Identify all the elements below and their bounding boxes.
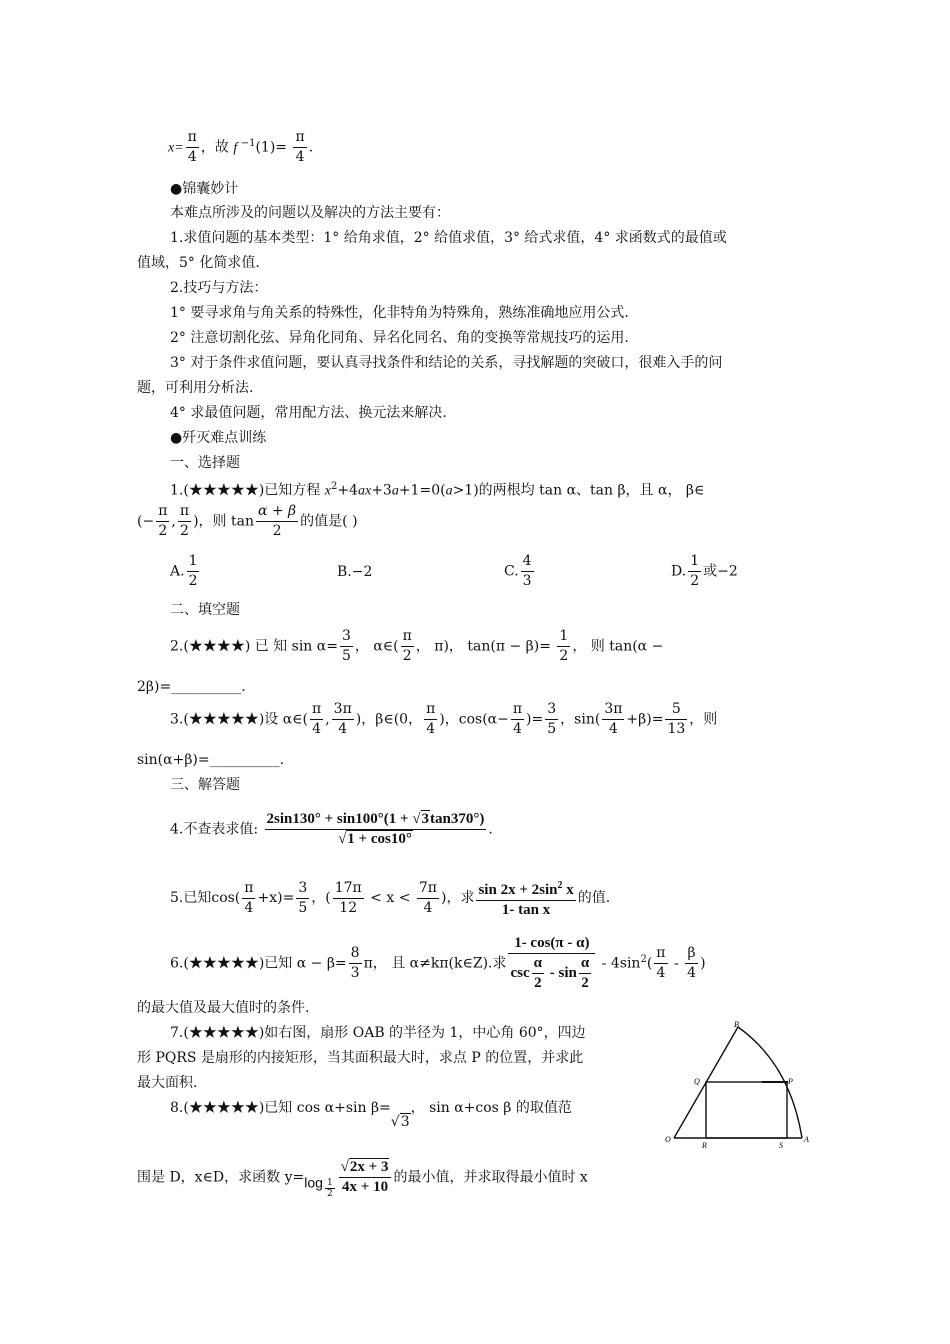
option-d: D. $\frac{1}{2}$ 或−2 (671, 553, 738, 589)
fraction-3pi-4-b: $\frac{3\pi}{4}$ (604, 701, 623, 737)
question-8-line1: 8.(★★★★★)已知 cos α+sin β=√3， sin α+cos β 的取值范 (170, 1100, 572, 1130)
fraction-q8: $\frac{√2x + 3}{4x + 10}$ (339, 1158, 392, 1197)
label-r: R (702, 1141, 707, 1150)
tip1: 1° 要寻求角与角关系的特殊性，化非特角为特殊角，熟练准确地应用公式. (170, 305, 629, 321)
option-a: A. $\frac{1}{2}$ (170, 553, 198, 589)
fraction-q5: $\frac{\sin 2x + 2\sin^2 x}{\text{1- tan x}}$ (476, 876, 575, 920)
question-1-line1: 1.(★★★★★)已知方程 $x^2+4ax+3a+1=0(a>1)$的两根均 tan α、tan β，且 α， β∈ (170, 481, 705, 499)
question-7-line3: 最大面积. (137, 1075, 198, 1091)
label-p: P (788, 1077, 793, 1086)
fraction-pi-4-q3c: $\frac{\pi}{4}$ (512, 701, 523, 737)
fraction-7pi-4: $\frac{7\pi}{4}$ (418, 879, 437, 916)
fraction-1-2-d: $\frac{1}{2}$ (690, 553, 700, 589)
heading-tips: ●锦囊妙计 (170, 181, 239, 197)
tip4: 4° 求最值问题，常用配方法、换元法来解决. (170, 405, 447, 421)
question-6: 6.(★★★★★)已知 α − β= $\frac{8}{3}$ π， 且 α≠kπ(k∈Z).求 1- cos(π - α) csc $\frac{\alpha}{2}$ - sin $\frac{\alpha}{2}$ - $4\sin^2$( $\frac{\pi}{4}$ - $\frac{\beta}{4}$ ) (170, 935, 706, 991)
fraction-1-2: $\frac{1}{2}$ (188, 553, 198, 589)
question-5: 5.已知cos( $\frac{\pi}{4}$ +x)= $\frac{3}{5}$ ，( $\frac{17\pi}{12}$ < x < $\frac{7\pi}{4}$ )，求 $\frac{\sin 2x + 2\sin^2 x}{\text{1- tan x}}$ 的值. (170, 876, 610, 920)
label-a: A (804, 1135, 809, 1144)
fraction-alpha-beta-2: $\frac{\alpha + \beta}{2}$ (257, 503, 297, 539)
tip3-line1: 3° 对于条件求值问题，要认真寻找条件和结论的关系，寻找解题的突破口，很难入手的问 (170, 355, 723, 371)
option-b: B.−2 (337, 564, 373, 580)
fraction-q4: $\frac{2\sin 130^\circ + \sin 100^\circ(1 + √3\tan 370^\circ)}{√1 + \cos 10^\circ}$ (266, 811, 485, 847)
fraction-17pi-12: $\frac{17\pi}{12}$ (334, 879, 362, 916)
point1-line2: 值域，5° 化简求值. (137, 255, 260, 271)
fraction-3pi-4: $\frac{3\pi}{4}$ (333, 701, 352, 737)
question-7-line2: 形 PQRS 是扇形的内接矩形，当其面积最大时，求点 P 的位置，并求此 (137, 1050, 584, 1066)
fraction-q6: 1- cos(π - α) csc $\frac{\alpha}{2}$ - sin $\frac{\alpha}{2}$ (508, 934, 595, 993)
fraction-pi-4-q3: $\frac{\pi}{4}$ (312, 701, 322, 737)
question-4: 4.不查表求值: $\frac{2\sin 130^\circ + \sin 100^\circ(1 + √3\tan 370^\circ)}{√1 + \cos 10^\circ}$ . (170, 811, 493, 847)
fraction-beta-4: $\frac{\beta}{4}$ (687, 945, 697, 981)
text-x: x= (168, 140, 184, 156)
heading-training: ●歼灭难点训练 (170, 430, 267, 446)
point1-line1: 1.求值问题的基本类型：1° 给角求值，2° 给值求值，3° 给式求值，4° 求函数式的最值或 (170, 230, 727, 246)
option-c: C. $\frac{4}{3}$ (504, 553, 532, 589)
line-inverse-value: x= $\frac{\pi}{4}$ ，故 f $^{-1}$(1)= $\frac{\pi}{4}$ . (168, 129, 314, 165)
question-3-line2: sin(α+β)=__________. (137, 752, 285, 768)
rectangle-pqrs (706, 1082, 787, 1138)
fraction-3-5: $\frac{3}{5}$ (341, 628, 351, 664)
fraction-pi-2-neg: $\frac{\pi}{2}$ (158, 503, 168, 539)
question-2-line1: 2.(★★★★) 已 知 sin α= $\frac{3}{5}$ ， α∈( $\frac{\pi}{2}$ ， π)， tan(π − β)= $\frac{1}{2}$ ， 则 tan(α − (170, 628, 664, 664)
fraction-pi-4-q3b: $\frac{\pi}{4}$ (426, 701, 436, 737)
section-choice: 一、选择题 (170, 455, 240, 471)
fraction-3-5-q5: $\frac{3}{5}$ (298, 879, 308, 916)
section-answer: 三、解答题 (170, 777, 240, 793)
point2: 2.技巧与方法： (170, 280, 268, 296)
intro-text: 本难点所涉及的问题以及解决的方法主要有： (170, 205, 450, 221)
question-7-line1: 7.(★★★★★)如右图，扇形 OAB 的半径为 1，中心角 60°，四边 (170, 1025, 586, 1041)
label-b: B (734, 1020, 739, 1029)
fraction-pi-2: $\frac{\pi}{2}$ (179, 503, 190, 539)
fraction-4-3: $\frac{4}{3}$ (522, 553, 532, 589)
question-6-tail: 的最大值及最大值时的条件. (137, 1000, 310, 1016)
fraction-pi-4-q6: $\frac{\pi}{4}$ (656, 945, 666, 981)
tip3-line2: 题，可利用分析法. (137, 380, 254, 396)
question-3-line1: 3.(★★★★★)设 α∈( $\frac{\pi}{4}$ , $\frac{3\pi}{4}$ )，β∈(0， $\frac{\pi}{4}$ )，cos(α− $\frac{\pi}{4}$ )= $\frac{3}{5}$ ，sin( $\frac{3\pi}{4}$ +β)= $\frac{5}{13}$ ，则 (170, 701, 718, 737)
fraction-pi-4-q5: $\frac{\pi}{4}$ (244, 879, 254, 916)
label-q: Q (694, 1077, 700, 1086)
question-1-line2: (− $\frac{\pi}{2}$ , $\frac{\pi}{2}$ )，则 tan $\frac{\alpha + \beta}{2}$ 的值是( ) (137, 503, 358, 539)
tip2: 2° 注意切割化弦、异角化同角、异名化同名、角的变换等常规技巧的运用. (170, 330, 629, 346)
fraction-1-2-q2: $\frac{1}{2}$ (559, 628, 569, 664)
fraction-3-5-q3: $\frac{3}{5}$ (547, 701, 557, 737)
label-o: O (665, 1135, 671, 1144)
fraction-pi-2-q2: $\frac{\pi}{2}$ (402, 628, 412, 664)
question-2-line2: 2β)=__________. (137, 679, 246, 695)
fraction-8-3: $\frac{8}{3}$ (350, 945, 360, 981)
label-s: S (779, 1141, 783, 1150)
fraction-5-13: $\frac{5}{13}$ (667, 701, 686, 737)
fraction-pi-4: $\frac{\pi}{4}$ (187, 129, 197, 165)
question-8-line2: 围是 D，x∈D，求函数 y=log $\frac{1}{2}$ $\frac{√2x + 3}{4x + 10}$ 的最小值，并求取得最小值时 x (137, 1159, 588, 1199)
section-fill: 二、填空题 (170, 602, 240, 618)
sector-figure (662, 1020, 812, 1150)
fraction-pi-4-b: $\frac{\pi}{4}$ (295, 129, 305, 165)
